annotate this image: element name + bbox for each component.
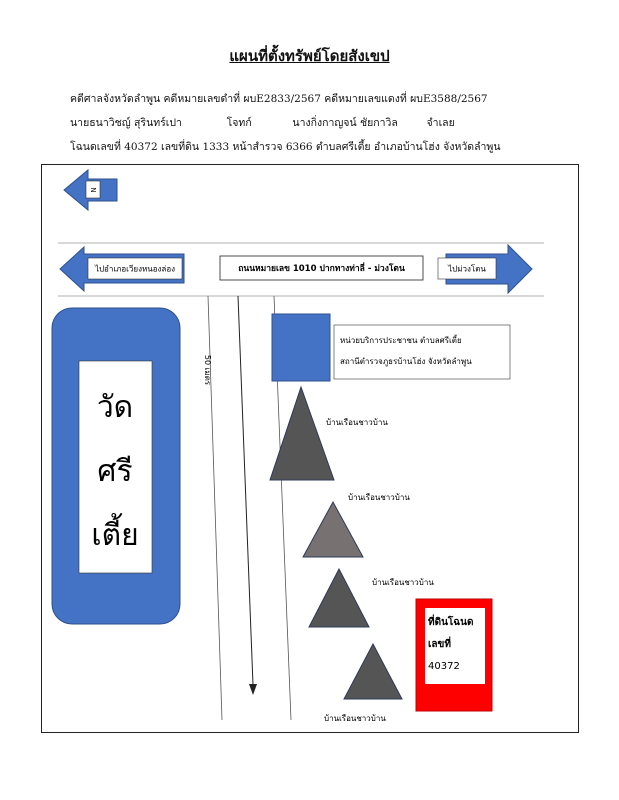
- title-deed-line: โฉนดเลขที่ 40372 เลขที่ดิน 1333 หน้าสำรวจ 6366 ตำบลศรีเตี้ย อำเภอบ้านโฮ่ง จังหวัดลำพูน: [70, 141, 501, 153]
- plaintiff-label: โจทก์: [226, 117, 252, 129]
- distance-arrow-head-icon: [249, 684, 257, 695]
- defendant-name: นางกิ่งกาญจน์ ชัยกาวิล: [292, 117, 398, 129]
- house-label: บ้านเรือนชาวบ้าน: [348, 493, 410, 502]
- north-arrow: [64, 170, 117, 210]
- house-label: บ้านเรือนชาวบ้าน: [326, 418, 388, 427]
- house-icon: [344, 644, 402, 699]
- house-label: บ้านเรือนชาวบ้าน: [324, 714, 386, 723]
- police-unit-square: [272, 314, 330, 381]
- map-title: แผนที่ตั้งทรัพย์โดยสังเขป: [229, 47, 390, 65]
- distance-arrow-line: [238, 296, 253, 685]
- temple-label-line3: เตี้ย: [91, 518, 139, 553]
- temple-label-line1: วัด: [96, 390, 134, 425]
- case-numbers: คดีศาลจังหวัดลำพูน คดีหมายเลขดำที่ ผบE2833/2567 คดีหมายเลขแดงที่ ผบE3588/2567: [70, 93, 488, 105]
- police-unit-label-box: [334, 325, 510, 379]
- distance-label: 50 เมตร: [203, 354, 212, 386]
- plaintiff-name: นายธนาวิชญ์ สุรินทร์เปา: [70, 117, 182, 129]
- temple-label-line2: ศรี: [97, 454, 133, 489]
- north-label: N: [89, 187, 97, 193]
- police-unit-label-line1: หน่วยบริการประชาชน ตำบลศรีเตี้ย: [340, 336, 462, 345]
- target-plot-number: 40372: [428, 661, 460, 672]
- house-icon: [309, 569, 369, 627]
- target-plot-label-line1: ที่ดินโฉนด: [428, 617, 474, 628]
- police-unit-label-line2: สถานีตำรวจภูธรบ้านโฮ่ง จังหวัดลำพูน: [340, 357, 472, 366]
- left-destination-label: ไปอำเภอเวียงหนองล่อง: [94, 264, 176, 274]
- target-plot-label-line2: เลขที่: [428, 639, 451, 650]
- right-destination-label: ไปม่วงโตน: [448, 264, 486, 274]
- defendant-label: จำเลย: [426, 117, 455, 129]
- house-label: บ้านเรือนชาวบ้าน: [372, 578, 434, 587]
- house-icon: [303, 502, 363, 557]
- map-frame: [41, 164, 579, 733]
- parties-line: [70, 114, 455, 131]
- road-name-label: ถนนหมายเลข 1010 ปากทางท่าลี่ - ม่วงโตน: [238, 264, 405, 274]
